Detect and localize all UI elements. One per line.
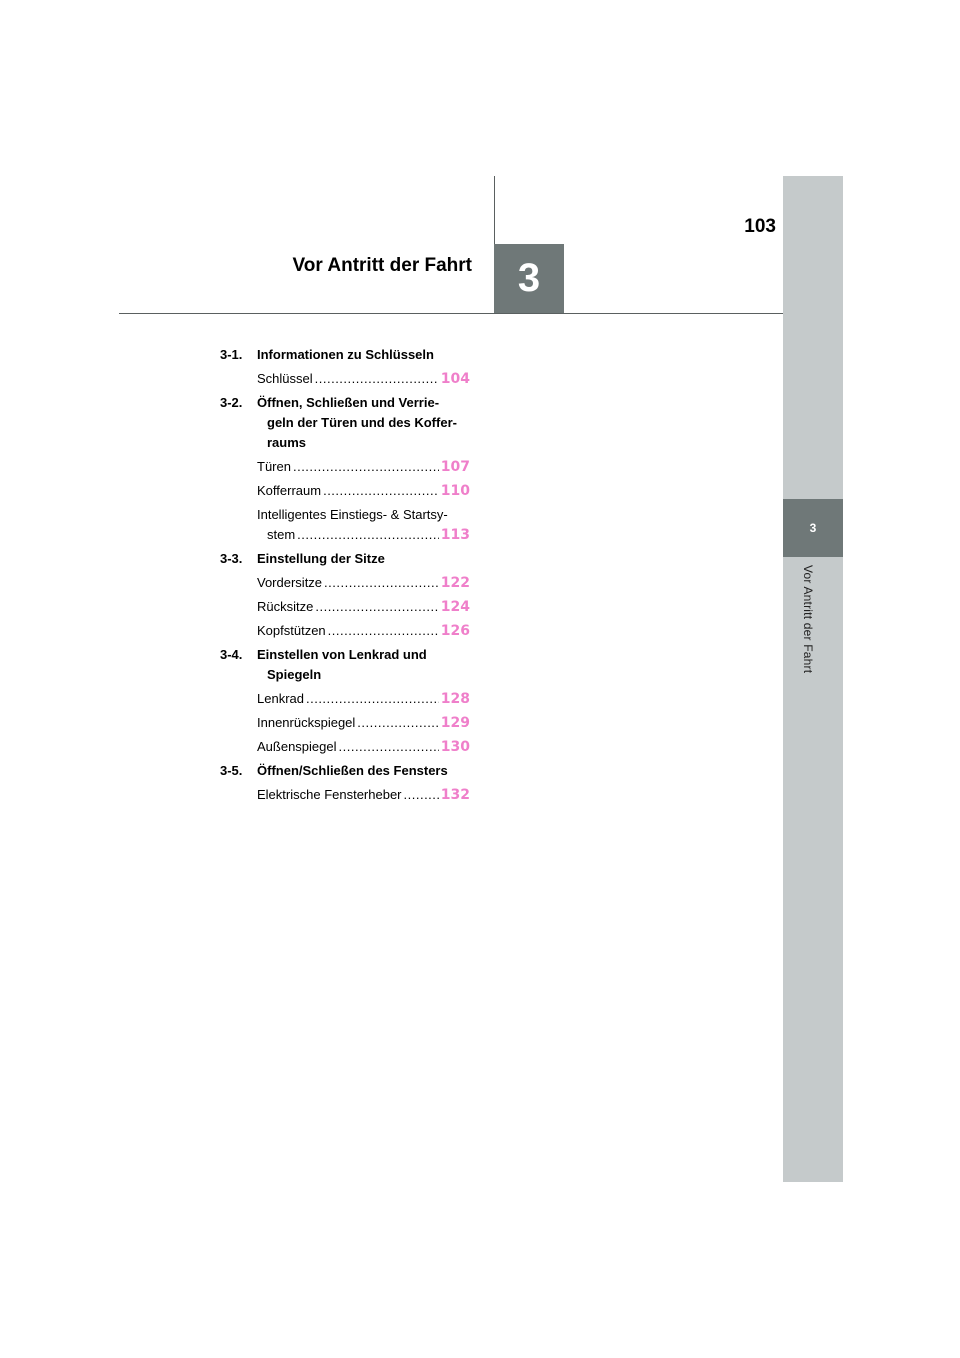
sidebar-strip (783, 176, 843, 1182)
header-horizontal-rule (119, 313, 783, 314)
page-link[interactable]: 104 (440, 371, 470, 387)
section-title (257, 645, 470, 685)
entry-title: Lenkrad (257, 691, 304, 706)
page-number: 103 (744, 216, 776, 237)
page-link[interactable]: 128 (440, 691, 470, 707)
section-title-line: Öffnen, Schließen und Verrie- (257, 395, 440, 410)
section-title: Einstellung der Sitze (257, 551, 385, 566)
page-link[interactable]: 129 (440, 715, 470, 731)
toc-entry-tueren[interactable] (257, 457, 470, 477)
section-number: 3-5. (220, 763, 243, 778)
entry-title-line: Intelligentes Einstiegs- & Startsy- (257, 507, 448, 522)
toc-section-3-1 (220, 345, 470, 365)
page-link[interactable]: 126 (440, 623, 470, 639)
section-number: 3-3. (220, 551, 243, 566)
section-title (257, 393, 470, 453)
entry-title: Elektrische Fensterheber (257, 787, 402, 802)
toc-entry-schluessel[interactable] (257, 369, 470, 389)
leader-dots (306, 689, 439, 709)
toc-section-3-4 (220, 645, 470, 685)
table-of-contents (220, 345, 470, 809)
section-title: Informationen zu Schlüsseln (257, 347, 434, 362)
section-number: 3-2. (220, 395, 243, 410)
toc-entry-ruecksitze[interactable] (257, 597, 470, 617)
toc-section-3-5 (220, 761, 470, 781)
page-link[interactable]: 132 (440, 787, 470, 803)
entry-title: Kopfstützen (257, 623, 326, 638)
leader-dots (324, 573, 439, 593)
section-title-line: Einstellen von Lenkrad und (257, 647, 427, 662)
sidebar-chapter-tab[interactable]: 3 (783, 499, 843, 557)
leader-dots (357, 713, 438, 733)
toc-entry-aussenspiegel[interactable] (257, 737, 470, 757)
entry-title: Innenrückspiegel (257, 715, 356, 730)
leader-dots (315, 369, 439, 389)
toc-entry-vordersitze[interactable] (257, 573, 470, 593)
chapter-title: Vor Antritt der Fahrt (292, 255, 472, 276)
entry-title: Kofferraum (257, 483, 322, 498)
toc-entry-lenkrad[interactable] (257, 689, 470, 709)
toc-section-3-2 (220, 393, 470, 453)
page-link[interactable]: 130 (440, 739, 470, 755)
toc-section-3-3 (220, 549, 470, 569)
section-number: 3-4. (220, 647, 243, 662)
entry-title: Schlüssel (257, 371, 313, 386)
entry-title: Rücksitze (257, 599, 314, 614)
section-title-line: geln der Türen und des Koffer- (267, 415, 457, 430)
leader-dots (339, 737, 439, 757)
leader-dots (328, 621, 439, 641)
section-title-line: raums (267, 435, 307, 450)
leader-dots (315, 597, 438, 617)
toc-entry-kopfstuetzen[interactable] (257, 621, 470, 641)
entry-title: Vordersitze (257, 575, 323, 590)
entry-title: Türen (257, 459, 291, 474)
toc-entry-innenrueckspiegel[interactable] (257, 713, 470, 733)
leader-dots (297, 525, 439, 545)
toc-entry-fensterheber[interactable] (257, 785, 470, 805)
page-link[interactable]: 110 (440, 483, 470, 499)
entry-title-line: stem (267, 527, 296, 542)
entry-title: Außenspiegel (257, 739, 337, 754)
page-link[interactable]: 113 (440, 527, 470, 543)
leader-dots (293, 457, 439, 477)
header-vertical-rule (494, 176, 495, 244)
toc-entry-kofferraum[interactable] (257, 481, 470, 501)
section-number: 3-1. (220, 347, 243, 362)
page-link[interactable]: 124 (440, 599, 470, 615)
section-title: Öffnen/Schließen des Fensters (257, 763, 448, 778)
leader-dots (323, 481, 439, 501)
page-link[interactable]: 122 (440, 575, 470, 591)
leader-dots (404, 785, 439, 805)
chapter-number-box: 3 (494, 244, 564, 313)
page-link[interactable]: 107 (440, 459, 470, 475)
sidebar-chapter-label: Vor Antritt der Fahrt (801, 565, 815, 674)
section-title-line: Spiegeln (267, 667, 322, 682)
toc-entry-einstiegs-startsystem[interactable] (257, 505, 470, 545)
